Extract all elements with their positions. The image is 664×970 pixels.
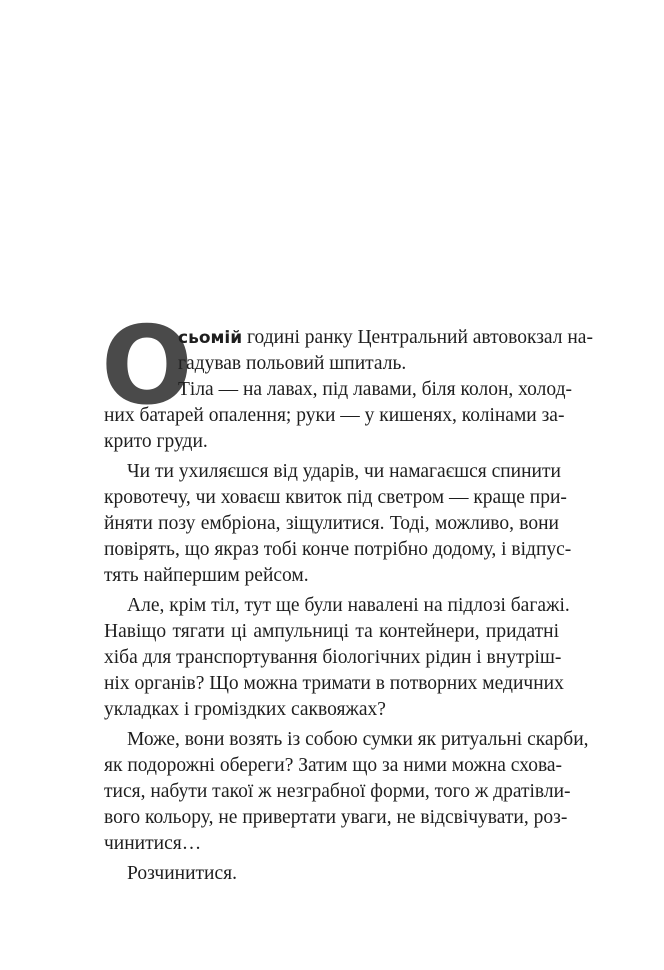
paragraph-line: крито груди. [104, 431, 208, 452]
paragraph-line: Але, крім тіл, тут ще були навалені на підлозі багажі. [127, 595, 570, 616]
paragraph-line: кровотечу, чи ховаєш квиток під светром — краще при- [104, 487, 567, 508]
paragraph-line: вого кольору, не привертати уваги, не відсвічувати, роз- [104, 807, 568, 828]
lead-word: сьомій [178, 328, 243, 348]
drop-cap: О [101, 304, 191, 429]
paragraph-line: Навіщо тягати ці ампульниці та контейнери, придатні [104, 621, 559, 642]
paragraph-line: тять найпершим рейсом. [104, 565, 309, 586]
paragraph-line: йняти позу ембріона, зіщулитися. Тоді, можливо, вони [104, 513, 559, 534]
paragraph-line: чинитися… [104, 833, 202, 854]
paragraph-line: Чи ти ухиляєшся від ударів, чи намагаєшся спинити [127, 461, 561, 482]
paragraph-line: хіба для транспортування біологічних рідин і внутріш- [104, 647, 562, 668]
paragraph-line: як подорожні обереги? Затим що за ними можна схова- [104, 755, 563, 776]
opening-line-2: гадував польовий шпиталь. [178, 353, 407, 374]
paragraph-line: Розчинитися. [127, 863, 237, 884]
paragraph-line: ніх органів? Що можна тримати в потворних медичних [104, 673, 564, 694]
paragraph-line: них батарей опалення; руки — у кишенях, колінами за- [104, 405, 565, 426]
paragraph-line: Тіла — на лавах, під лавами, біля колон, холод- [178, 379, 572, 400]
paragraph-line: укладках і громіздких саквояжах? [104, 699, 386, 720]
opening-line-1 [178, 325, 593, 351]
opening-line-1-text: годині ранку Центральний автовокзал на- [242, 327, 593, 348]
paragraph-line: повірять, що якраз тобі конче потрібно додому, і відпус- [104, 539, 572, 560]
paragraph-line: Може, вони возять із собою сумки як ритуальні скарби, [127, 729, 589, 750]
paragraph-line: тися, набути такої ж незграбної форми, того ж дратівли- [104, 781, 571, 802]
